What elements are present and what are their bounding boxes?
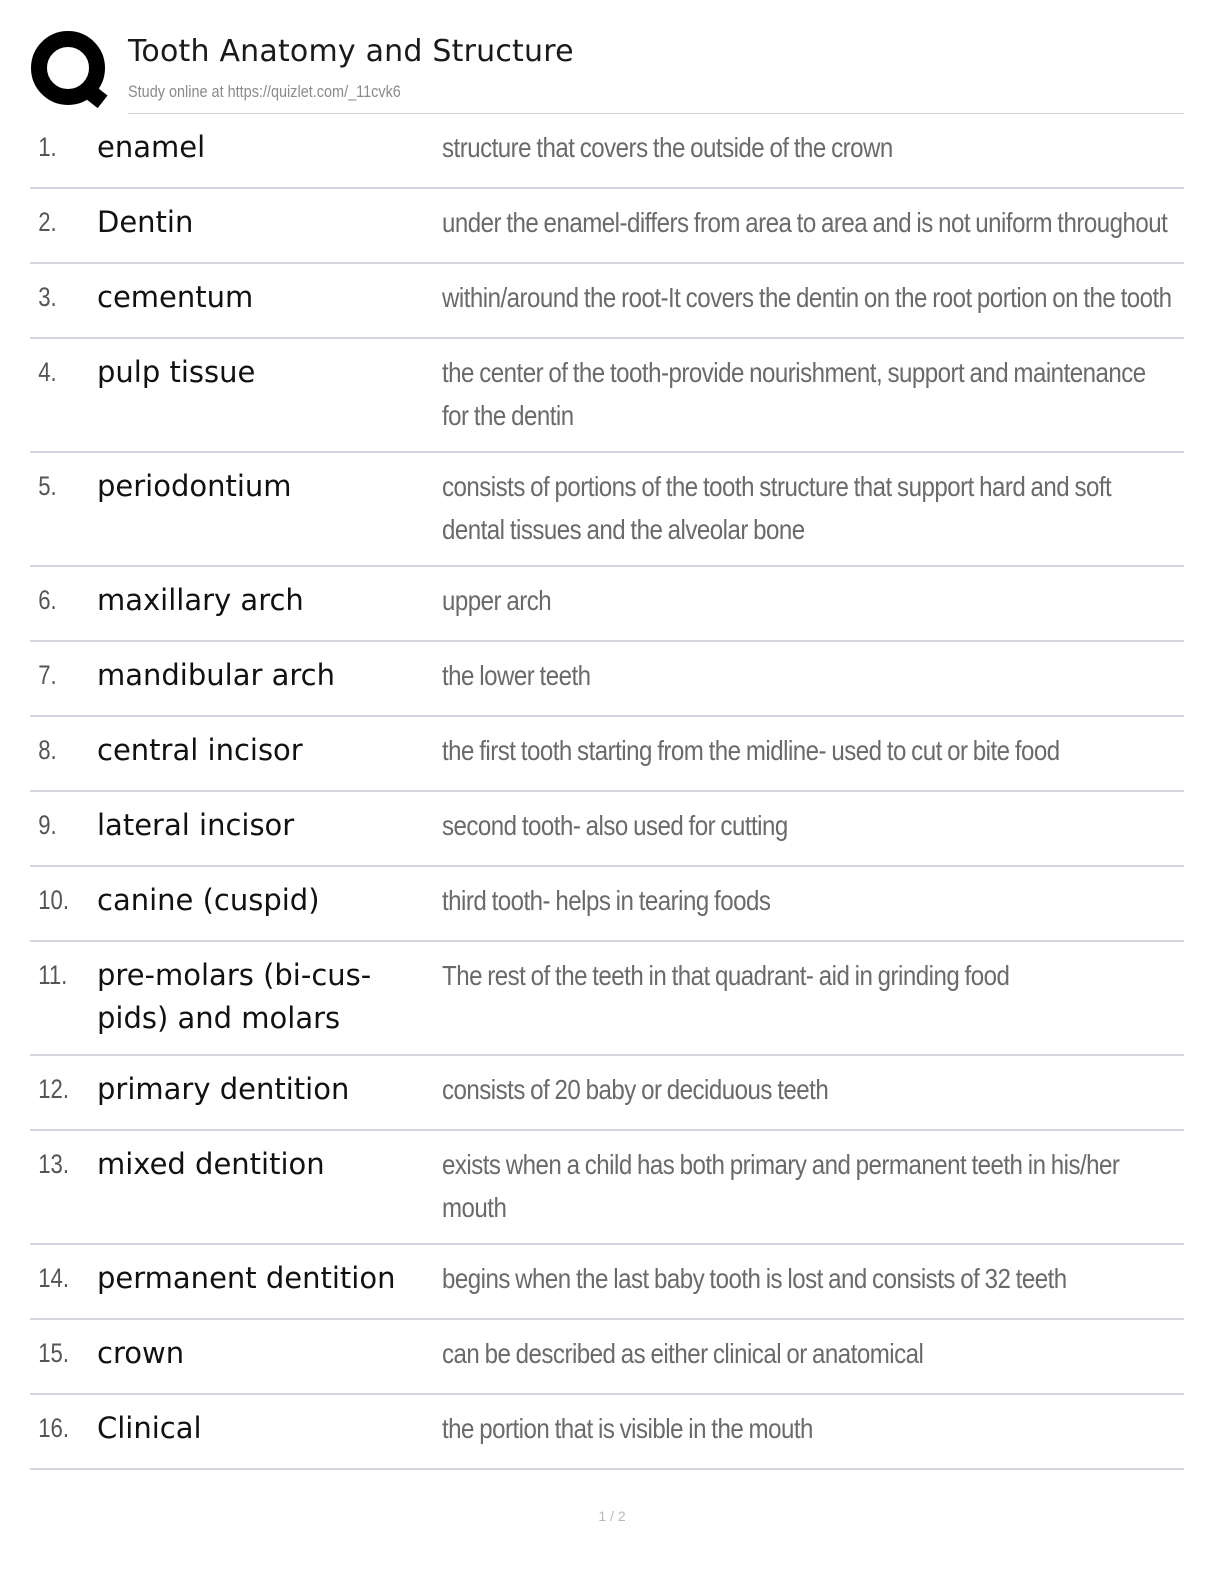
card-definition xyxy=(442,351,1184,437)
card-number: 11. xyxy=(38,960,68,990)
card-definition-text: The rest of the teeth in that quadrant- aid in grinding food xyxy=(442,960,1010,991)
page-header xyxy=(30,26,1184,114)
flashcard-row xyxy=(30,1320,1184,1395)
card-term: canine (cuspid) xyxy=(97,883,320,917)
card-definition-text: consists of portions of the tooth structure that support hard and soft dental tissues and the alveolar bone xyxy=(442,471,1112,545)
card-definition xyxy=(442,954,1184,997)
card-number: 2. xyxy=(38,207,57,237)
flashcard-row xyxy=(30,339,1184,453)
card-definition-text: structure that covers the outside of the crown xyxy=(442,132,893,163)
card-term: crown xyxy=(97,1336,185,1370)
card-term: enamel xyxy=(97,130,206,164)
card-term: lateral incisor xyxy=(97,808,295,842)
card-definition-text: consists of 20 baby or deciduous teeth xyxy=(442,1074,829,1105)
card-definition xyxy=(442,879,1184,922)
page-title: Tooth Anatomy and Structure xyxy=(128,34,574,69)
card-number: 13. xyxy=(38,1149,69,1179)
card-number: 6. xyxy=(38,585,57,615)
card-definition xyxy=(442,465,1184,551)
card-definition-text: upper arch xyxy=(442,585,552,616)
card-term: primary dentition xyxy=(97,1072,350,1106)
flashcard-row xyxy=(30,942,1184,1056)
flashcard-row xyxy=(30,642,1184,717)
card-number: 14. xyxy=(38,1263,69,1293)
card-definition xyxy=(442,126,1184,169)
card-term: mandibular arch xyxy=(97,658,336,692)
card-number: 15. xyxy=(38,1338,69,1368)
card-definition xyxy=(442,804,1184,847)
card-number: 16. xyxy=(38,1413,69,1443)
card-definition-text: begins when the last baby tooth is lost and consists of 32 teeth xyxy=(442,1263,1067,1294)
flashcard-list xyxy=(30,114,1184,1470)
card-definition xyxy=(442,729,1184,772)
card-term: pre-molars (bi-cus-pids) and molars xyxy=(97,958,372,1035)
card-term: maxillary arch xyxy=(97,583,304,617)
flashcard-row xyxy=(30,264,1184,339)
card-number: 1. xyxy=(38,132,57,162)
card-definition-text: within/around the root-It covers the dentin on the root portion on the tooth xyxy=(442,282,1172,313)
card-term: Clinical xyxy=(97,1411,202,1445)
card-term: Dentin xyxy=(97,205,194,239)
flashcard-row xyxy=(30,867,1184,942)
card-number: 4. xyxy=(38,357,57,387)
card-definition xyxy=(442,1332,1184,1375)
card-definition xyxy=(442,1143,1184,1229)
flashcard-row xyxy=(30,189,1184,264)
card-term: cementum xyxy=(97,280,254,314)
flashcard-row xyxy=(30,792,1184,867)
card-definition-text: the center of the tooth-provide nourishment, support and maintenance for the dentin xyxy=(442,357,1146,431)
card-term: periodontium xyxy=(97,469,292,503)
card-definition xyxy=(442,579,1184,622)
card-definition-text: under the enamel-differs from area to area and is not uniform throughout xyxy=(442,207,1168,238)
flashcard-row xyxy=(30,1056,1184,1131)
flashcard-row xyxy=(30,1245,1184,1320)
page-number: 1 / 2 xyxy=(598,1508,626,1524)
card-number: 9. xyxy=(38,810,57,840)
card-term: mixed dentition xyxy=(97,1147,325,1181)
flashcard-row xyxy=(30,453,1184,567)
card-definition-text: exists when a child has both primary and permanent teeth in his/her mouth xyxy=(442,1149,1120,1223)
card-definition xyxy=(442,654,1184,697)
flashcard-row xyxy=(30,1131,1184,1245)
card-definition xyxy=(442,1407,1184,1450)
card-definition xyxy=(442,1257,1184,1300)
card-term: central incisor xyxy=(97,733,303,767)
flashcard-row xyxy=(30,1395,1184,1470)
card-term: permanent dentition xyxy=(97,1261,396,1295)
quizlet-q-icon xyxy=(30,30,110,110)
card-number: 3. xyxy=(38,282,57,312)
card-number: 7. xyxy=(38,660,57,690)
quizlet-logo-icon xyxy=(30,30,110,110)
card-definition-text: can be described as either clinical or anatomical xyxy=(442,1338,924,1369)
study-online-link[interactable]: Study online at https://quizlet.com/_11cvk6 xyxy=(128,82,401,101)
card-definition-text: the portion that is visible in the mouth xyxy=(442,1413,813,1444)
card-number: 8. xyxy=(38,735,57,765)
flashcard-row xyxy=(30,717,1184,792)
card-number: 10. xyxy=(38,885,69,915)
card-definition-text: second tooth- also used for cutting xyxy=(442,810,788,841)
card-definition xyxy=(442,1068,1184,1111)
flashcard-row xyxy=(30,114,1184,189)
card-definition-text: the first tooth starting from the midline- used to cut or bite food xyxy=(442,735,1060,766)
card-definition-text: third tooth- helps in tearing foods xyxy=(442,885,771,916)
card-number: 5. xyxy=(38,471,57,501)
flashcard-row xyxy=(30,567,1184,642)
card-number: 12. xyxy=(38,1074,69,1104)
card-definition xyxy=(442,201,1184,244)
card-definition xyxy=(442,276,1184,319)
card-term: pulp tissue xyxy=(97,355,256,389)
card-definition-text: the lower teeth xyxy=(442,660,591,691)
